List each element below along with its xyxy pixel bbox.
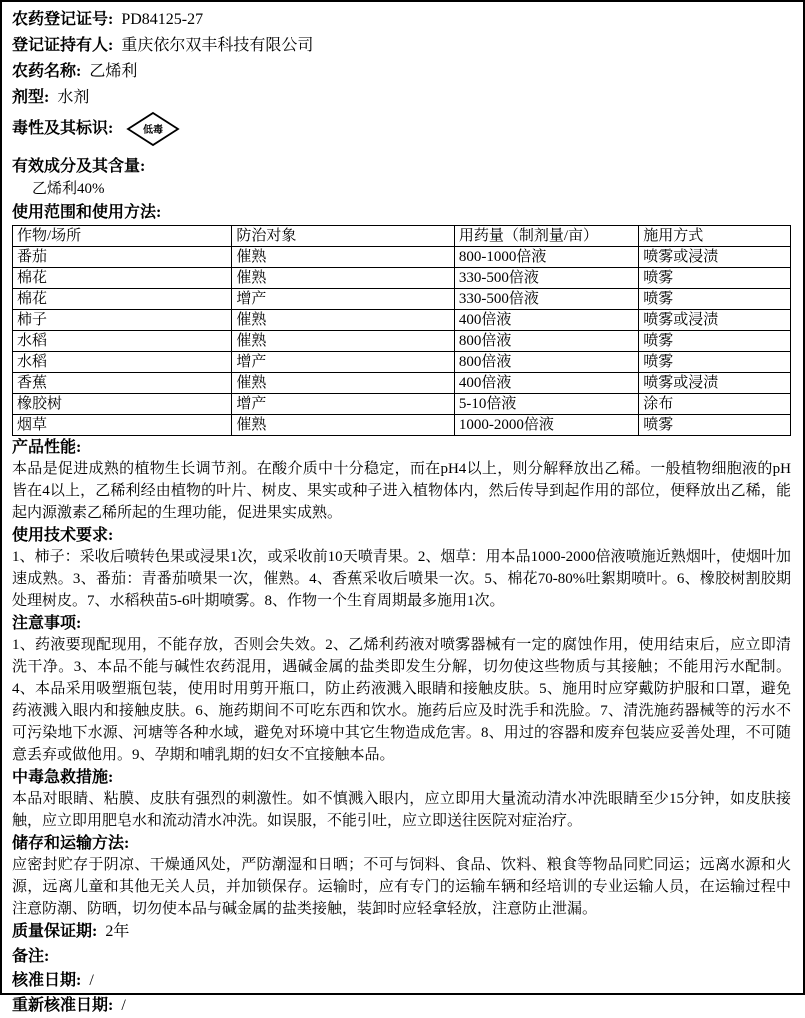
field-row — [12, 994, 791, 1018]
section-heading: 注意事项: — [12, 612, 791, 634]
field-row — [12, 85, 791, 111]
cell-target: 催熟 — [232, 373, 455, 394]
usage-table-header-cell: 防治对象 — [232, 226, 455, 247]
field-label: 农药名称: — [12, 63, 81, 80]
field-row — [12, 969, 791, 994]
cell-method: 喷雾 — [639, 268, 791, 289]
cell-target: 增产 — [232, 289, 455, 310]
field-row — [12, 59, 791, 85]
cell-target: 催熟 — [232, 415, 455, 436]
usage-table — [12, 225, 791, 436]
cell-dosage: 400倍液 — [454, 373, 638, 394]
section-content: 应密封贮存于阴凉、干燥通风处，严防潮湿和日晒；不可与饲料、食品、饮料、粮食等物品同贮同运；远离水源和火源，远离儿童和其他无关人员，并加锁保存。运输时，应有专门的运输车辆和经培训的专业运输人员，在运输过程中注意防潮、防晒，切勿使本品与碱金属的盐类接触，装卸时应轻拿轻放，注意防止泄漏。 — [12, 854, 791, 920]
cell-dosage: 330-500倍液 — [454, 289, 638, 310]
section — [12, 832, 791, 920]
field-label: 备注: — [12, 948, 49, 965]
usage-table-row — [13, 268, 791, 289]
section-heading: 产品性能: — [12, 436, 791, 458]
usage-table-row — [13, 247, 791, 268]
cell-target: 催熟 — [232, 331, 455, 352]
section-heading: 使用技术要求: — [12, 524, 791, 546]
low-toxicity-diamond-svg — [127, 112, 179, 146]
usage-table-row — [13, 394, 791, 415]
cell-dosage: 5-10倍液 — [454, 394, 638, 415]
cell-dosage: 330-500倍液 — [454, 268, 638, 289]
cell-method: 喷雾 — [639, 331, 791, 352]
cell-method: 喷雾或浸渍 — [639, 310, 791, 331]
section-heading: 中毒急救措施: — [12, 766, 791, 788]
cell-target: 增产 — [232, 352, 455, 373]
usage-table-body — [13, 247, 791, 436]
field-label: 农药登记证号: — [12, 11, 113, 28]
cell-crop: 棉花 — [13, 289, 232, 310]
cell-target: 催熟 — [232, 247, 455, 268]
section — [12, 612, 791, 766]
ingredients-heading: 有效成分及其含量: — [12, 155, 791, 178]
cell-method: 喷雾 — [639, 415, 791, 436]
header-fields — [12, 7, 791, 111]
cell-crop: 棉花 — [13, 268, 232, 289]
ingredients-content: 乙烯利40% — [12, 178, 791, 201]
cell-crop: 水稻 — [13, 331, 232, 352]
field-row — [12, 33, 791, 59]
section — [12, 436, 791, 524]
usage-table-row — [13, 310, 791, 331]
toxicity-icon-text: 低毒 — [143, 123, 163, 136]
cell-method: 喷雾 — [639, 289, 791, 310]
field-value: 水剂 — [57, 89, 89, 106]
toxicity-row — [12, 111, 791, 147]
field-label: 剂型: — [12, 89, 49, 106]
section-content: 本品对眼睛、粘膜、皮肤有强烈的刺激性。如不慎溅入眼内，应立即用大量流动清水冲洗眼睛至少15分钟，如皮肤接触，应立即用肥皂水和流动清水冲洗。如误服，不能引吐，应立即送往医院对症治疗。 — [12, 788, 791, 832]
usage-table-row — [13, 373, 791, 394]
field-row — [12, 945, 791, 970]
field-value: 乙烯利 — [89, 63, 137, 80]
cell-crop: 烟草 — [13, 415, 232, 436]
usage-table-row — [13, 352, 791, 373]
field-row — [12, 7, 791, 33]
cell-crop: 香蕉 — [13, 373, 232, 394]
section-content: 1、柿子：采收后喷转色果或浸果1次，或采收前10天喷青果。2、烟草：用本品1000-2000倍液喷施近熟烟叶，使烟叶加速成熟。3、番茄：青番茄喷果一次，催熟。4、香蕉采收后喷果一次。5、棉花70-80%吐絮期喷叶。6、橡胶树割胶期处理树皮。7、水稻秧苗5-6叶期喷雾。8、作物一个生育周期最多施用1次。 — [12, 546, 791, 612]
field-value: 重庆依尔双丰科技有限公司 — [121, 37, 313, 54]
cell-dosage: 800倍液 — [454, 352, 638, 373]
text-sections — [12, 436, 791, 920]
usage-table-row — [13, 331, 791, 352]
cell-target: 催熟 — [232, 310, 455, 331]
usage-table-row — [13, 289, 791, 310]
cell-dosage: 400倍液 — [454, 310, 638, 331]
low-toxicity-diamond-icon — [127, 112, 179, 146]
cell-target: 增产 — [232, 394, 455, 415]
footer-fields — [12, 920, 791, 1018]
field-value: PD84125-27 — [121, 11, 203, 28]
field-label: 核准日期: — [12, 972, 81, 989]
section — [12, 524, 791, 612]
toxicity-label: 毒性及其标识: — [12, 116, 113, 142]
field-label: 质量保证期: — [12, 923, 97, 940]
field-label: 登记证持有人: — [12, 37, 113, 54]
usage-table-row — [13, 415, 791, 436]
usage-table-header-cell: 施用方式 — [639, 226, 791, 247]
field-row — [12, 920, 791, 945]
cell-crop: 水稻 — [13, 352, 232, 373]
field-value: / — [89, 972, 93, 989]
section — [12, 766, 791, 832]
usage-table-header-cell: 用药量（制剂量/亩） — [454, 226, 638, 247]
cell-crop: 橡胶树 — [13, 394, 232, 415]
usage-heading: 使用范围和使用方法: — [12, 201, 791, 224]
usage-table-header-row — [13, 226, 791, 247]
cell-method: 喷雾或浸渍 — [639, 373, 791, 394]
cell-dosage: 1000-2000倍液 — [454, 415, 638, 436]
cell-method: 喷雾或浸渍 — [639, 247, 791, 268]
section-heading: 储存和运输方法: — [12, 832, 791, 854]
usage-table-header-cell: 作物/场所 — [13, 226, 232, 247]
cell-dosage: 800倍液 — [454, 331, 638, 352]
cell-method: 涂布 — [639, 394, 791, 415]
field-label: 重新核准日期: — [12, 997, 113, 1014]
section-content: 本品是促进成熟的植物生长调节剂。在酸介质中十分稳定，而在pH4以上，则分解释放出乙稀。一般植物细胞液的pH皆在4以上，乙稀利经由植物的叶片、树皮、果实或种子进入植物体内，然后传导到起作用的部位，便释放出乙稀，能起内源激素乙稀所起的生理功能，促进果实成熟。 — [12, 458, 791, 524]
cell-target: 催熟 — [232, 268, 455, 289]
cell-crop: 柿子 — [13, 310, 232, 331]
cell-dosage: 800-1000倍液 — [454, 247, 638, 268]
cell-crop: 番茄 — [13, 247, 232, 268]
field-value: 2年 — [105, 923, 129, 940]
field-value: / — [121, 997, 125, 1014]
section-content: 1、药液要现配现用，不能存放，否则会失效。2、乙烯利药液对喷雾器械有一定的腐蚀作用，使用结束后，应立即清洗干净。3、本品不能与碱性农药混用，遇碱金属的盐类即发生分解，切勿使这些物质与其接触；不能用污水配制。4、本品采用吸塑瓶包装，使用时用剪开瓶口，防止药液溅入眼睛和接触皮肤。5、施用时应穿戴防护服和口罩，避免药液溅入眼内和接触皮肤。6、施药期间不可吃东西和饮水。施药后应及时洗手和洗脸。7、清洗施药器械等的污水不可污染地下水源、河塘等各种水域，避免对环境中其它生物造成危害。8、用过的容器和废弃包装应妥善处理，不可随意丢弃或做他用。9、孕期和哺乳期的妇女不宜接触本品。 — [12, 634, 791, 766]
cell-method: 喷雾 — [639, 352, 791, 373]
